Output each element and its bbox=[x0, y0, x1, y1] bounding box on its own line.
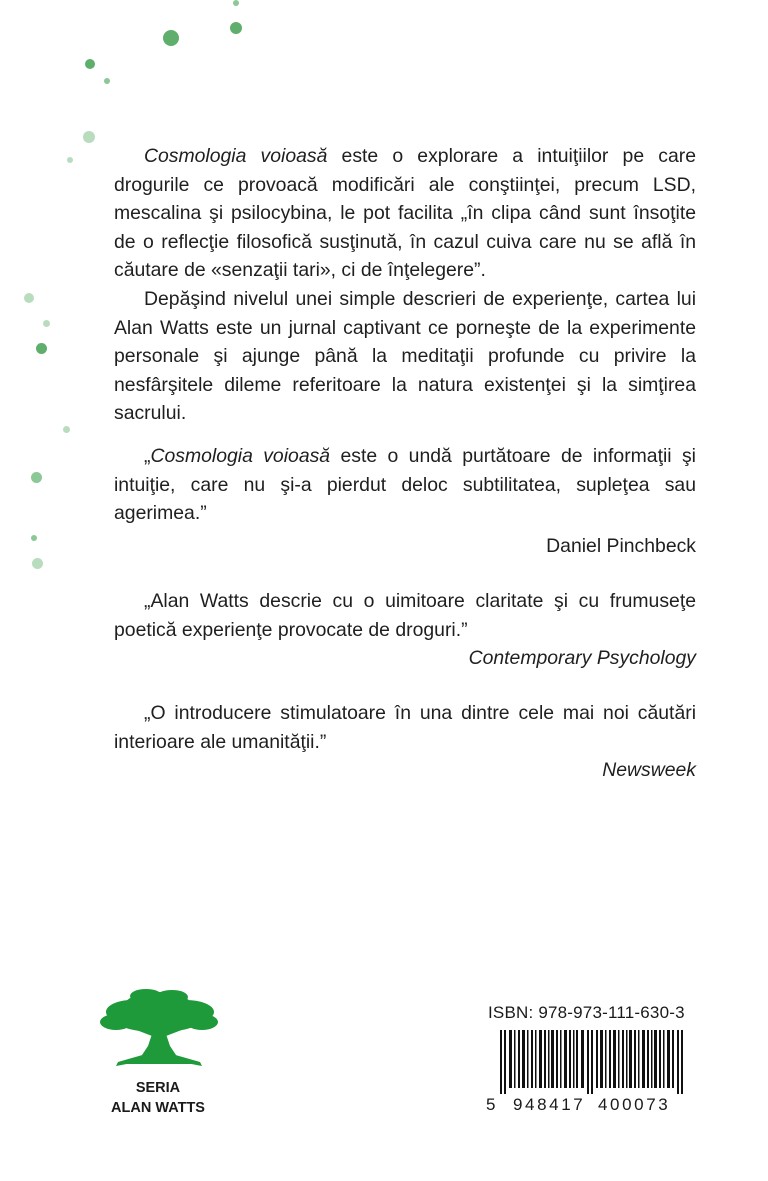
dot bbox=[163, 30, 179, 46]
tree-icon bbox=[96, 988, 222, 1072]
ean-right-group: 400073 bbox=[598, 1095, 671, 1114]
open-quote: „ bbox=[144, 445, 151, 467]
series-logo bbox=[96, 988, 222, 1077]
dot bbox=[31, 535, 37, 541]
dot bbox=[36, 343, 47, 354]
isbn-text: ISBN: 978-973-111-630-3 bbox=[488, 1003, 685, 1022]
quote-text bbox=[114, 442, 696, 528]
book-description bbox=[114, 142, 696, 428]
series-label-line2: ALAN WATTS bbox=[111, 1100, 205, 1116]
dot bbox=[83, 131, 95, 143]
description-paragraph-1 bbox=[114, 142, 696, 285]
quote-author: Newsweek bbox=[602, 759, 696, 782]
book-title: Cosmologia voioasă bbox=[144, 145, 328, 167]
dot bbox=[104, 78, 110, 84]
dot bbox=[32, 558, 43, 569]
dot bbox=[230, 22, 242, 34]
quote-body: este o undă purtătoare de informaţii şi intuiţie, care nu şi-a pierdut deloc subtilitatea, supleţea sau agerimea.” bbox=[114, 445, 696, 525]
dot bbox=[63, 426, 70, 433]
dot bbox=[233, 0, 239, 6]
quote-author: Contemporary Psychology bbox=[468, 647, 696, 670]
review-quote-3 bbox=[114, 699, 696, 785]
barcode bbox=[484, 1030, 698, 1094]
review-quote-1 bbox=[114, 442, 696, 560]
ean-left-group: 948417 bbox=[513, 1095, 586, 1114]
quote-text: „Alan Watts descrie cu o uimitoare claritate şi cu frumuseţe poetică experienţe provocate de droguri.” bbox=[114, 590, 696, 641]
paragraph-text: este o explorare a intuiţiilor pe care drogurile ce provoacă modificări ale conştiinţei, precum LSD, mescalina şi psilocybina, le pot facilita „în clipa când sunt însoţite de o reflecţie filosofică susţinută, în cazul cuiva care nu se află în căutare de «senzaţii tari», ci de înţelegere”. bbox=[114, 145, 696, 282]
review-quote-2 bbox=[114, 587, 696, 673]
dot bbox=[67, 157, 73, 163]
description-paragraph-2: Depăşind nivelul unei simple descrieri de experienţe, cartea lui Alan Watts este un jurnal captivant ce porneşte de la experimente personale şi ajunge până la meditaţii profunde cu privire la nesfârşitele dileme referitoare la natura existenţei şi la simţirea sacrului. bbox=[114, 287, 696, 425]
quote-author: Daniel Pinchbeck bbox=[546, 534, 696, 557]
series-label-line1: SERIA bbox=[135, 1080, 181, 1096]
book-title: Cosmologia voioasă bbox=[150, 445, 331, 467]
dot bbox=[31, 472, 42, 483]
dot bbox=[43, 320, 50, 327]
ean-first-digit: 5 bbox=[486, 1095, 499, 1114]
dot bbox=[85, 59, 95, 69]
quote-text: „O introducere stimulatoare în una dintre cele mai noi căutări interioare ale umanităţii.” bbox=[114, 702, 696, 753]
dot bbox=[24, 293, 34, 303]
